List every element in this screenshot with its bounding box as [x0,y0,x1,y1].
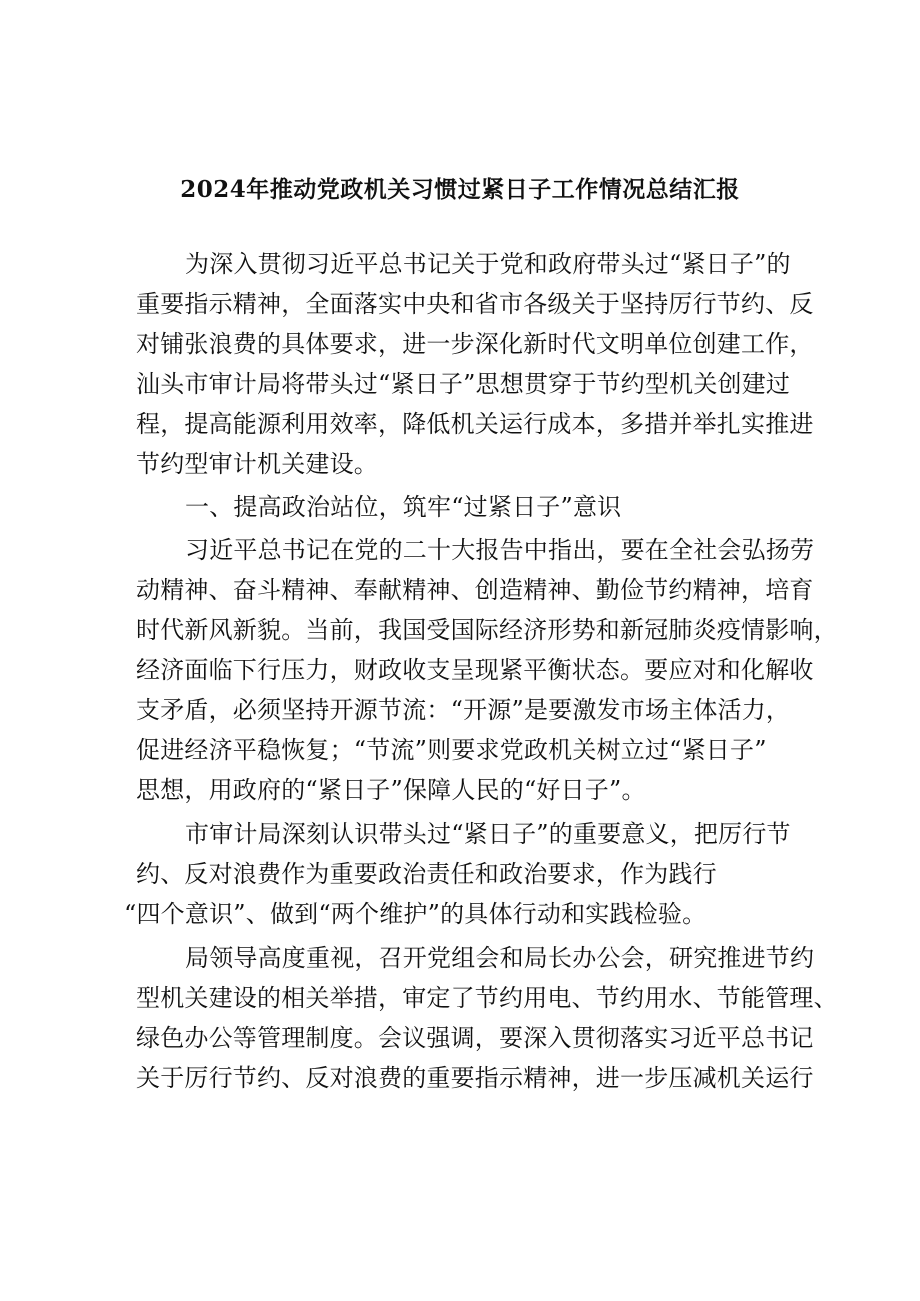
paragraph-1-line-2: 重要指示精神，全面落实中央和省市各级关于坚持厉行节约、反 [136,290,814,318]
paragraph-3-line-3: “四个意识”、做到“两个维护”的具体行动和实践检验。 [124,900,707,928]
section-heading-1: 一、提高政治站位，筑牢“过紧日子”意识 [185,493,622,521]
paragraph-2-line-1: 习近平总书记在党的二十大报告中指出，要在全社会弘扬劳 [185,536,815,564]
paragraph-2-line-5: 支矛盾，必须坚持开源节流：“开源”是要激发市场主体活力， [136,696,791,724]
paragraph-2-line-3: 时代新风新貌。当前，我国受国际经济形势和新冠肺炎疫情影响， [136,616,838,644]
paragraph-3-line-2: 约、反对浪费作为重要政治责任和政治要求，作为践行 [136,860,717,888]
paragraph-1-line-5: 程，提高能源利用效率，降低机关运行成本，多措并举扎实推进 [136,410,814,438]
paragraph-4-line-3: 绿色办公等管理制度。会议强调，要深入贯彻落实习近平总书记 [136,1024,814,1052]
paragraph-1-line-3: 对铺张浪费的具体要求，进一步深化新时代文明单位创建工作， [136,330,814,358]
paragraph-1-line-6: 节约型审计机关建设。 [136,450,378,478]
paragraph-2-line-2: 动精神、奋斗精神、奉献精神、创造精神、勤俭节约精神，培育 [136,576,814,604]
paragraph-1-line-1: 为深入贯彻习近平总书记关于党和政府带头过“紧日子”的 [185,250,791,278]
paragraph-2-line-7: 思想，用政府的“紧日子”保障人民的“好日子”。 [136,776,646,804]
paragraph-4-line-1: 局领导高度重视，召开党组会和局长办公会，研究推进节约 [185,944,815,972]
paragraph-4-line-4: 关于厉行节约、反对浪费的重要指示精神，进一步压减机关运行 [136,1064,814,1092]
paragraph-2-line-6: 促进经济平稳恢复；“节流”则要求党政机关树立过“紧日子” [136,736,767,764]
document-title: 2024年推动党政机关习惯过紧日子工作情况总结汇报 [180,176,740,203]
paragraph-3-line-1: 市审计局深刻认识带头过“紧日子”的重要意义，把厉行节 [185,820,791,848]
paragraph-2-line-4: 经济面临下行压力，财政收支呈现紧平衡状态。要应对和化解收 [136,656,814,684]
paragraph-4-line-2: 型机关建设的相关举措，审定了节约用电、节约用水、节能管理、 [136,984,838,1012]
paragraph-1-line-4: 汕头市审计局将带头过“紧日子”思想贯穿于节约型机关创建过 [136,370,791,398]
